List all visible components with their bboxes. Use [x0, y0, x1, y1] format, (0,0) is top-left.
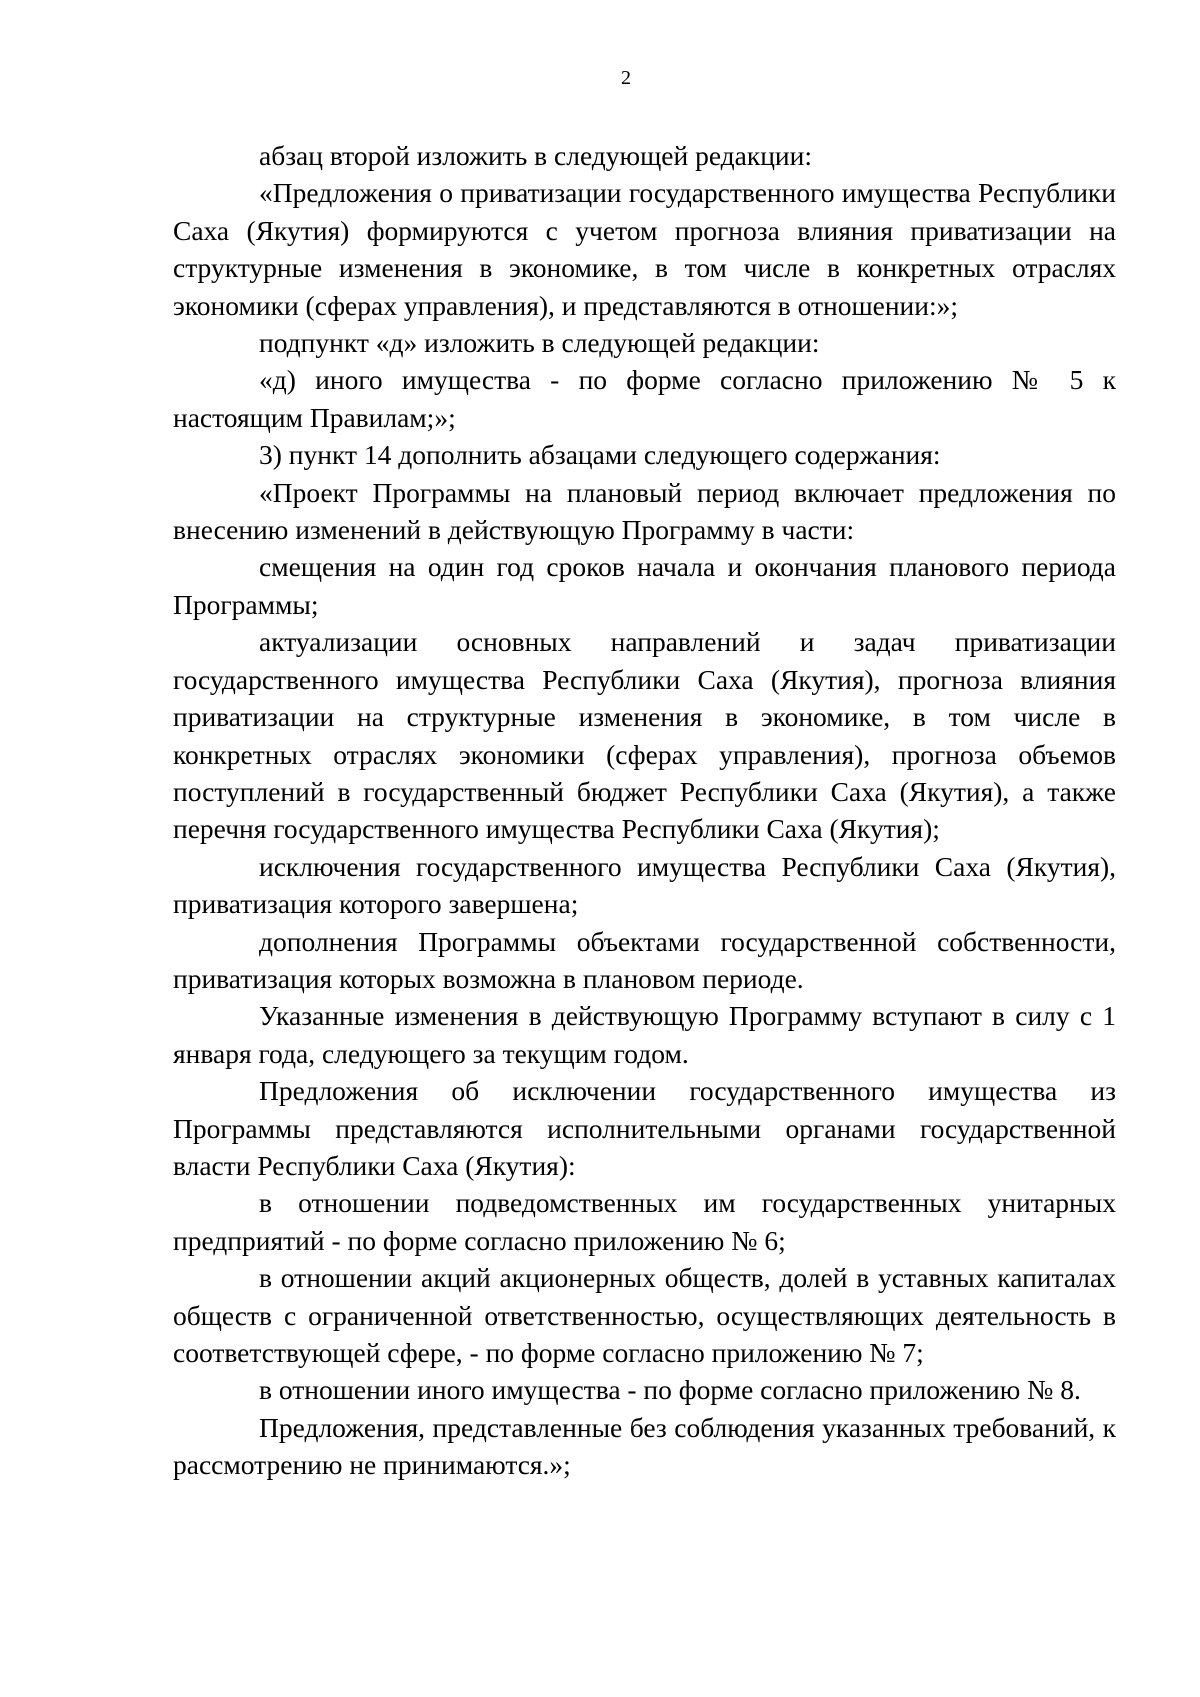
paragraph: в отношении подведомственных им государственных унитарных предприятий - по форме согласно приложению № 6; — [173, 1187, 1116, 1256]
paragraph: «д) иного имущества - по форме согласно приложению № 5 к настоящим Правилам;»; — [173, 364, 1116, 433]
paragraph: дополнения Программы объектами государственной собственности, приватизация которых возможна в плановом периоде. — [173, 925, 1116, 994]
paragraph: Указанные изменения в действующую Программу вступают в силу с 1 января года, следующего за текущим годом. — [173, 1000, 1116, 1069]
paragraph: Предложения, представленные без соблюдения указанных требований, к рассмотрению не принимаются.»; — [173, 1411, 1116, 1481]
paragraph: «Предложения о приватизации государственного имущества Республики Саха (Якутия) формируются с учетом прогноза влияния приватизации на структурные изменения в экономике, в том числе в конкретных отраслях экономики (сферах управления), и представляются в отношении:»; — [173, 177, 1116, 321]
paragraph: Предложения об исключении государственного имущества из Программы представляются исполнительными органами государственной власти Республики Саха (Якутия): — [173, 1075, 1116, 1181]
paragraph: в отношении акций акционерных обществ, долей в уставных капиталах обществ с ограниченной ответственностью, осуществляющих деятельность в соответствующей сфере, - по форме согласно приложению № 7; — [173, 1262, 1116, 1368]
paragraph: смещения на один год сроков начала и окончания планового периода Программы; — [173, 551, 1116, 620]
paragraph: исключения государственного имущества Республики Саха (Якутия), приватизация которого завершена; — [173, 850, 1116, 920]
page-number: 2 — [621, 67, 631, 89]
document-body — [173, 137, 1116, 1484]
paragraph: актуализации основных направлений и задач приватизации государственного имущества Республики Саха (Якутия), прогноза влияния приватизации на структурные изменения в экономике, в том числе в конкретных отраслях экономики (сферах управления), прогноза объемов поступлений в государственный бюджет Республики Саха (Якутия), а также перечня государственного имущества Республики Саха (Якутия); — [173, 626, 1116, 845]
paragraph: в отношении иного имущества - по форме согласно приложению № 8. — [259, 1374, 1081, 1406]
paragraph: абзац второй изложить в следующей редакции: — [259, 140, 813, 171]
paragraph: «Проект Программы на плановый период включает предложения по внесению изменений в действующую Программу в части: — [173, 476, 1116, 546]
paragraph: подпункт «д» изложить в следующей редакции: — [259, 327, 820, 359]
paragraph: 3) пункт 14 дополнить абзацами следующего содержания: — [259, 439, 941, 471]
